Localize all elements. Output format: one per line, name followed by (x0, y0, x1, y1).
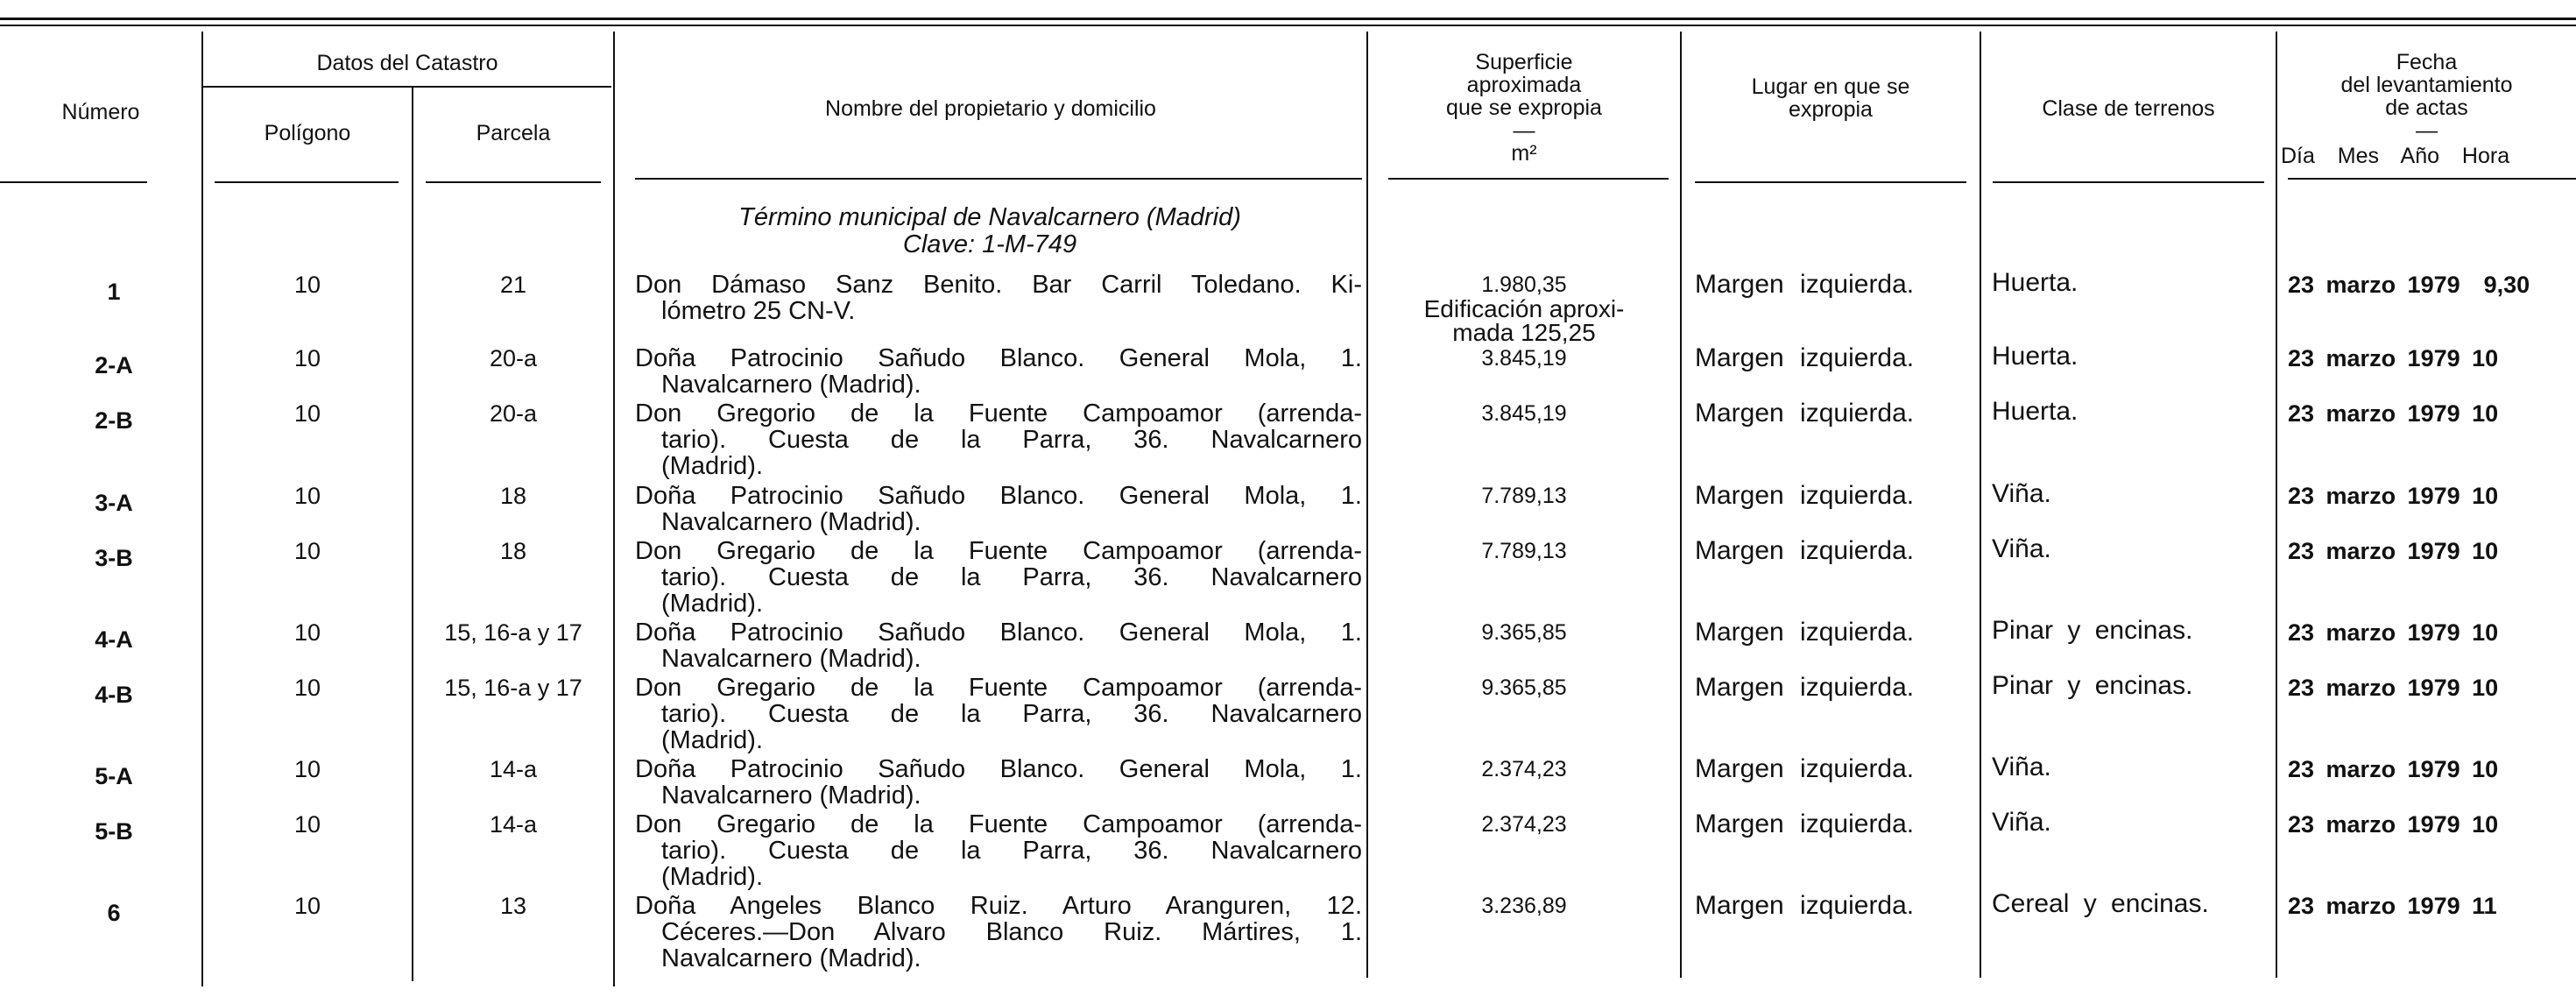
row-fecha: 23 marzo 1979 10 (2288, 756, 2499, 782)
row-lugar: Margen izquierda. (1695, 343, 1915, 372)
row-owner (635, 675, 1362, 753)
owner-line: Doña Patrocinio Sañudo Blanco. General Mola, 1. (635, 619, 1362, 647)
row-parcela: 13 (499, 893, 527, 919)
row-poligono: 10 (293, 483, 321, 509)
row-owner (635, 619, 1362, 672)
row-clase: Viña. (1992, 479, 2051, 508)
row-fecha: 23 marzo 1979 10 (2288, 345, 2499, 371)
header-rule-nombre (635, 178, 1362, 180)
row-owner (635, 538, 1362, 617)
header-fecha: Fecha del levantamiento de actas — (2340, 50, 2513, 143)
owner-line: tario). Cuesta de la Parra, 36. Navalcarnero (661, 426, 1362, 454)
row-clase: Huerta. (1992, 268, 2078, 297)
superficie-line: 7.789,13 (1481, 539, 1567, 563)
owner-line: (Madrid). (661, 452, 764, 480)
row-parcela: 18 (499, 483, 527, 509)
superficie-line: 3.236,89 (1481, 894, 1567, 918)
owner-line: Don Gregario de la Fuente Campoamor (arrenda- (635, 674, 1362, 702)
superficie-line: 1.980,35 (1481, 272, 1567, 297)
row-numero: 2-A (95, 352, 133, 378)
owner-line: Doña Angeles Blanco Ruiz. Arturo Aranguren, 12. (635, 892, 1362, 920)
col-rule-2 (412, 88, 413, 981)
header-poligono: Polígono (264, 121, 351, 145)
row-fecha: 23 marzo 1979 9,30 (2288, 272, 2530, 298)
col-rule-5 (1680, 32, 1682, 978)
row-clase: Pinar y encinas. (1992, 616, 2193, 645)
row-clase: Viña. (1992, 753, 2051, 781)
owner-line: Navalcarnero (Madrid). (661, 645, 921, 673)
row-superficie (1371, 402, 1677, 426)
row-superficie (1371, 540, 1677, 563)
owner-line: (Madrid). (661, 590, 764, 618)
row-superficie (1371, 621, 1677, 645)
row-superficie (1371, 273, 1677, 344)
row-owner (635, 811, 1362, 890)
row-parcela: 14-a (489, 811, 538, 838)
row-clase: Huerta. (1992, 397, 2078, 426)
row-clase: Huerta. (1992, 342, 2078, 371)
row-owner (635, 345, 1362, 398)
row-superficie (1371, 894, 1677, 918)
owner-line: Navalcarnero (Madrid). (661, 944, 921, 972)
row-lugar: Margen izquierda. (1695, 810, 1915, 838)
header-clase: Clase de terrenos (2042, 96, 2215, 121)
header-rule-parcela (426, 181, 601, 183)
superficie-line: 9.365,85 (1481, 620, 1567, 645)
header-fecha-sub: Día Mes Año Hora (2281, 144, 2510, 168)
row-parcela: 14-a (489, 756, 538, 782)
header-nombre: Nombre del propietario y domicilio (825, 96, 1156, 121)
row-poligono: 10 (293, 675, 321, 701)
row-owner (635, 483, 1362, 535)
col-rule-3 (613, 32, 615, 986)
row-parcela: 15, 16-a y 17 (444, 675, 582, 701)
header-rule-lugar (1695, 181, 1966, 183)
row-superficie (1371, 484, 1677, 508)
row-lugar: Margen izquierda. (1695, 270, 1915, 299)
header-lugar: Lugar en que se expropia (1751, 74, 1910, 122)
row-numero: 5-B (95, 818, 133, 845)
owner-line: tario). Cuesta de la Parra, 36. Navalcarnero (661, 837, 1362, 865)
owner-line: Don Gregorio de la Fuente Campoamor (arrenda- (635, 399, 1362, 428)
row-poligono: 10 (293, 893, 321, 919)
row-fecha: 23 marzo 1979 10 (2288, 483, 2499, 509)
header-rule-fecha (2288, 178, 2576, 180)
row-numero: 5-A (95, 763, 133, 789)
owner-line: Doña Patrocinio Sañudo Blanco. General Mola, 1. (635, 755, 1362, 783)
row-numero: 3-B (95, 545, 133, 571)
superficie-line: 7.789,13 (1481, 484, 1567, 508)
row-poligono: 10 (293, 345, 321, 371)
row-clase: Cereal y encinas. (1992, 889, 2209, 918)
row-superficie (1371, 676, 1677, 700)
row-poligono: 10 (293, 538, 321, 564)
owner-line: Don Gregario de la Fuente Campoamor (arrenda- (635, 537, 1362, 565)
row-poligono: 10 (293, 619, 321, 646)
row-fecha: 23 marzo 1979 10 (2288, 538, 2499, 564)
superficie-line: 3.845,19 (1481, 401, 1567, 426)
row-numero: 2-B (95, 407, 133, 434)
owner-line: Navalcarnero (Madrid). (661, 781, 921, 810)
row-superficie (1371, 813, 1677, 837)
header-parcela: Parcela (476, 121, 551, 145)
owner-line: Don Gregario de la Fuente Campoamor (arrenda- (635, 810, 1362, 838)
row-clase: Viña. (1992, 808, 2051, 837)
row-fecha: 23 marzo 1979 10 (2288, 400, 2499, 427)
row-numero: 3-A (95, 490, 133, 516)
superficie-line: 3.845,19 (1481, 346, 1567, 371)
owner-line: Doña Patrocinio Sañudo Blanco. General Mola, 1. (635, 482, 1362, 510)
owner-line: (Madrid). (661, 863, 764, 891)
row-poligono: 10 (293, 811, 321, 838)
row-fecha: 23 marzo 1979 11 (2288, 893, 2497, 919)
owner-line: tario). Cuesta de la Parra, 36. Navalcarnero (661, 700, 1362, 728)
owner-line: Navalcarnero (Madrid). (661, 508, 921, 536)
row-poligono: 10 (293, 272, 321, 298)
header-rule-clase (1993, 181, 2264, 183)
row-owner (635, 400, 1362, 479)
owner-line: lómetro 25 CN-V. (661, 297, 856, 325)
row-numero: 4-B (95, 682, 133, 708)
row-parcela: 20-a (489, 345, 538, 371)
row-owner (635, 756, 1362, 809)
col-rule-7 (2276, 32, 2277, 978)
owner-line: Don Dámaso Sanz Benito. Bar Carril Toledano. Ki- (635, 271, 1362, 299)
owner-line: Navalcarnero (Madrid). (661, 371, 921, 399)
row-clase: Pinar y encinas. (1992, 671, 2193, 700)
row-poligono: 10 (293, 400, 321, 427)
header-numero: Número (61, 100, 140, 124)
row-lugar: Margen izquierda. (1695, 536, 1915, 565)
row-fecha: 23 marzo 1979 10 (2288, 811, 2499, 838)
row-lugar: Margen izquierda. (1695, 673, 1915, 702)
row-lugar: Margen izquierda. (1695, 618, 1915, 647)
row-parcela: 15, 16-a y 17 (444, 619, 582, 646)
top-rule-thin (0, 25, 2576, 26)
header-catastro: Datos del Catastro (316, 51, 498, 75)
row-owner (635, 272, 1362, 324)
row-lugar: Margen izquierda. (1695, 481, 1915, 510)
row-parcela: 21 (499, 272, 527, 298)
row-numero: 1 (107, 279, 121, 305)
row-poligono: 10 (293, 756, 321, 782)
owner-line: Céceres.—Don Alvaro Blanco Ruiz. Mártires, 1. (661, 918, 1362, 946)
superficie-line: mada 125,25 (1452, 319, 1596, 346)
superficie-line: 9.365,85 (1481, 675, 1567, 700)
col-rule-4 (1366, 32, 1368, 978)
row-lugar: Margen izquierda. (1695, 891, 1915, 920)
col-rule-6 (1980, 32, 1981, 978)
row-numero: 6 (107, 900, 121, 926)
row-superficie (1371, 347, 1677, 371)
row-parcela: 18 (499, 538, 527, 564)
owner-line: tario). Cuesta de la Parra, 36. Navalcarnero (661, 563, 1362, 591)
superficie-line: 2.374,23 (1481, 757, 1567, 781)
superficie-line: 2.374,23 (1481, 812, 1567, 837)
header-rule-poligono (215, 181, 399, 183)
row-fecha: 23 marzo 1979 10 (2288, 675, 2499, 701)
superficie-line: Edificación aproxi- (1423, 295, 1625, 322)
row-numero: 4-A (95, 626, 133, 653)
row-parcela: 20-a (489, 400, 538, 427)
top-rule (0, 18, 2576, 20)
row-lugar: Margen izquierda. (1695, 399, 1915, 428)
header-rule-numero (0, 181, 147, 183)
row-clase: Viña. (1992, 534, 2051, 563)
row-owner (635, 893, 1362, 972)
owner-line: Doña Patrocinio Sañudo Blanco. General Mola, 1. (635, 344, 1362, 372)
owner-line: (Madrid). (661, 726, 764, 754)
catastro-underline (203, 86, 611, 88)
header-superficie: Superficie aproximada que se expropia — m² (1446, 50, 1602, 166)
row-superficie (1371, 758, 1677, 781)
row-lugar: Margen izquierda. (1695, 754, 1915, 783)
header-rule-superficie (1388, 178, 1669, 180)
row-fecha: 23 marzo 1979 10 (2288, 619, 2499, 646)
termino-municipal: Término municipal de Navalcarnero (Madrid) Clave: 1-M-749 (738, 203, 1241, 258)
